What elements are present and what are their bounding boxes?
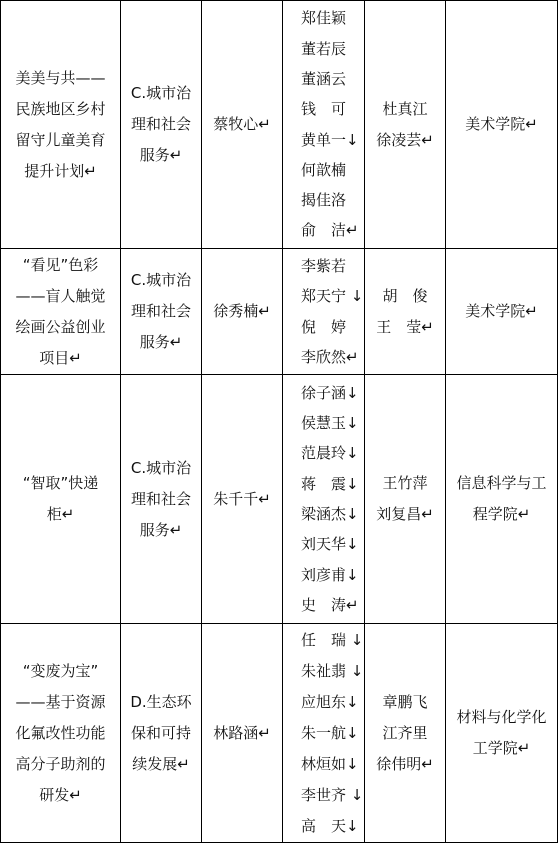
project-name-line: 高分子助剂的 xyxy=(15,754,106,773)
members-cell xyxy=(283,624,365,843)
category-cell xyxy=(121,249,202,375)
advisor-name: 江齐里 xyxy=(382,723,428,742)
category-cell xyxy=(121,1,202,249)
member-name: 董涵云 xyxy=(301,69,347,88)
leader-cell xyxy=(202,249,283,375)
members-cell xyxy=(283,375,365,624)
project-name-cell xyxy=(1,1,121,249)
project-name-line: ——盲人触觉 xyxy=(15,286,106,305)
leader-cell xyxy=(202,1,283,249)
member-name: 郑佳颖 xyxy=(301,9,347,28)
member-name: 刘天华↓ xyxy=(301,535,359,554)
member-name: 林烜如↓ xyxy=(301,754,359,773)
advisors-cell xyxy=(365,624,446,843)
project-name-line: 提升计划↵ xyxy=(24,161,97,180)
college-cell xyxy=(446,624,558,843)
member-name: 倪 婷 xyxy=(301,317,347,336)
project-name-line: “智取”快递 xyxy=(22,474,99,492)
advisor-name: 胡 俊 xyxy=(382,286,428,305)
advisor-name: 刘复昌↵ xyxy=(376,505,434,523)
project-name-line: 绘画公益创业 xyxy=(15,317,106,336)
advisors-cell xyxy=(365,1,446,249)
category-line: 理和社会 xyxy=(131,115,192,133)
college-name: 美术学院↵ xyxy=(465,302,538,320)
member-name: 高 天↓ xyxy=(301,816,359,835)
project-name-line: 柜↵ xyxy=(46,505,75,523)
project-name-line: 化氟改性功能 xyxy=(15,723,106,742)
category-line: 保和可持 xyxy=(131,723,192,742)
member-name: 刘彦甫↓ xyxy=(301,565,359,584)
project-name-line: 民族地区乡村 xyxy=(15,99,106,118)
leader-cell xyxy=(202,624,283,843)
project-name-line: 留守儿童美育 xyxy=(15,130,106,149)
leader-cell xyxy=(202,375,283,624)
project-name-cell xyxy=(1,624,121,843)
member-name: 黄单一↓ xyxy=(301,130,359,149)
member-name: 钱 可 xyxy=(301,100,347,119)
member-name: 揭佳洛 xyxy=(301,191,347,210)
members-cell xyxy=(283,249,365,375)
leader-name: 徐秀楠↵ xyxy=(213,302,271,320)
advisor-name: 章鹏飞 xyxy=(382,692,428,711)
table-row xyxy=(1,249,558,375)
leader-name: 朱千千↵ xyxy=(213,489,271,508)
category-line: 理和社会 xyxy=(131,489,192,508)
member-name: 侯慧玉↓ xyxy=(301,414,359,433)
advisor-name: 杜真江 xyxy=(382,99,428,118)
advisors-cell xyxy=(365,249,446,375)
category-line: 服务↵ xyxy=(139,333,183,351)
advisor-name: 徐伟明↵ xyxy=(376,754,434,773)
college-name-line: 程学院↵ xyxy=(472,505,531,523)
college-name: 美术学院↵ xyxy=(465,115,538,133)
college-name-line: 工学院↵ xyxy=(472,739,531,757)
project-name-line: “变废为宝” xyxy=(22,661,99,680)
category-cell xyxy=(121,624,202,843)
college-name-line: 信息科学与工 xyxy=(456,474,547,492)
member-name: 应旭东↓ xyxy=(301,692,359,711)
advisor-name: 王 莹↵ xyxy=(376,317,434,336)
category-line: C.城市治 xyxy=(130,271,192,289)
project-name-line: 美美与共—— xyxy=(15,68,106,87)
college-cell xyxy=(446,249,558,375)
member-name: 俞 洁↵ xyxy=(301,221,359,240)
table-row xyxy=(1,375,558,624)
category-line: 服务↵ xyxy=(139,146,183,164)
project-name-line: “看见”色彩 xyxy=(22,255,99,274)
member-name: 李世齐 ↓ xyxy=(301,785,364,804)
category-line: 续发展↵ xyxy=(132,754,190,773)
project-name-cell xyxy=(1,375,121,624)
table-row xyxy=(1,624,558,843)
member-name: 郑天宁 ↓ xyxy=(301,287,364,306)
college-name-line: 材料与化学化 xyxy=(456,708,547,726)
category-line: D.生态环 xyxy=(130,692,192,711)
advisor-name: 王竹萍 xyxy=(382,474,428,492)
member-name: 任 瑞 ↓ xyxy=(301,630,364,649)
project-name-line: 项目↵ xyxy=(39,348,82,367)
project-name-line: ——基于资源 xyxy=(15,692,106,711)
member-name: 徐子涵↓ xyxy=(301,383,359,402)
advisor-name: 徐凌芸↵ xyxy=(376,130,434,149)
member-name: 范晨玲↓ xyxy=(301,444,359,463)
project-name-line: 研发↵ xyxy=(39,785,82,804)
advisors-cell xyxy=(365,375,446,624)
member-name: 朱一航↓ xyxy=(301,723,359,742)
project-name-cell xyxy=(1,249,121,375)
member-name: 史 涛↵ xyxy=(301,595,359,614)
leader-name: 蔡牧心↵ xyxy=(213,115,271,133)
college-cell xyxy=(446,375,558,624)
members-cell xyxy=(283,1,365,249)
college-cell xyxy=(446,1,558,249)
category-line: C.城市治 xyxy=(130,84,192,102)
member-name: 蒋 震↓ xyxy=(301,474,359,493)
member-name: 李紫若 xyxy=(301,256,347,275)
member-name: 何歆楠 xyxy=(301,160,347,179)
category-line: 理和社会 xyxy=(131,302,192,320)
member-name: 李欣然↵ xyxy=(301,347,359,366)
member-name: 董若辰 xyxy=(301,39,347,58)
table-row xyxy=(1,1,558,249)
category-line: 服务↵ xyxy=(139,520,183,539)
member-name: 朱祉翡 ↓ xyxy=(301,661,364,680)
leader-name: 林路涵↵ xyxy=(213,723,271,742)
category-line: C.城市治 xyxy=(130,458,192,477)
category-cell xyxy=(121,375,202,624)
member-name: 梁涵杰↓ xyxy=(301,505,359,523)
